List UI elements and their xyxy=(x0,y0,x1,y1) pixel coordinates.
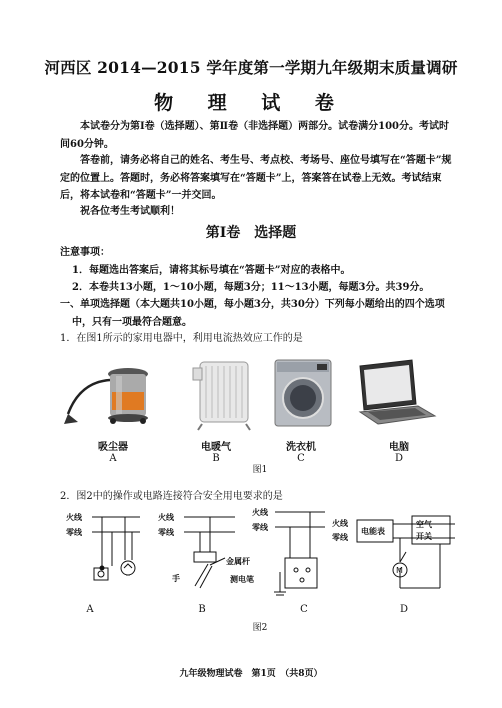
ac-label-1: 空气 xyxy=(416,520,432,529)
electric-heater-image xyxy=(193,362,250,430)
circuit-a-live-label: 火线 xyxy=(66,513,82,522)
question-1: 1．在图1所示的家用电器中，利用电流热效应工作的是 xyxy=(60,333,303,344)
option-letter-d: D xyxy=(394,453,404,464)
option-letter-b: B xyxy=(212,453,220,464)
intro-paragraph-3: 祝各位考生考试顺利！ xyxy=(80,206,180,217)
circuit-d xyxy=(332,516,455,588)
circuit-c-neutral-label: 零线 xyxy=(252,523,268,532)
intro-paragraph-1: 本试卷分为第Ⅰ卷（选择题）、第Ⅱ卷（非选择题）两部分。试卷满分100分。考试时间60分钟。 xyxy=(60,121,449,150)
circuit-letter-a: A xyxy=(86,604,94,615)
subject-title: 物 理 试 卷 xyxy=(154,92,348,114)
circuit-a-neutral-label: 零线 xyxy=(66,528,82,537)
tester-label: 测电笔 xyxy=(230,575,254,584)
circuit-b-neutral-label: 零线 xyxy=(158,528,174,537)
laptop-image xyxy=(360,360,435,424)
circuit-letter-b: B xyxy=(198,604,206,615)
intro-paragraph-2: 答卷前，请务必将自己的姓名、考生号、考点校、考场号、座位号填写在“答题卡”规定的位置上。答题时，务必将答案填写在“答题卡”上，答案答在试卷上无效。考试结束后，将本试卷和“答题卡”一并交回。 xyxy=(60,155,452,201)
circuit-letter-d: D xyxy=(399,604,409,615)
option-name-d: 电脑 xyxy=(389,442,409,453)
circuit-c-live-label: 火线 xyxy=(252,508,268,517)
question-2: 2．图2中的操作或电路连接符合安全用电要求的是 xyxy=(60,491,283,502)
motor-label: M xyxy=(396,566,403,575)
circuit-b xyxy=(158,512,254,588)
metal-rod-label: 金属杆 xyxy=(226,557,250,566)
circuit-b-live-label: 火线 xyxy=(158,513,174,522)
option-name-c: 洗衣机 xyxy=(286,442,316,453)
ac-label-2: 开关 xyxy=(416,532,432,541)
circuit-d-live-label: 火线 xyxy=(332,519,348,528)
meter-label: 电能表 xyxy=(361,527,385,536)
option-name-a: 吸尘器 xyxy=(98,442,128,453)
part-1-instructions: 一、单项选择题（本大题共10小题，每小题3分，共30分）下列每小题给出的四个选项中，只有一项最符合题意。 xyxy=(60,299,445,328)
circuit-c xyxy=(252,508,325,595)
vacuum-cleaner-image xyxy=(64,368,148,424)
option-name-b: 电暖气 xyxy=(201,442,231,453)
note-2: 2．本卷共13小题，1～10小题，每题3分；11～13小题，每题3分。共39分。 xyxy=(72,282,430,293)
page-footer: 九年级物理试卷 第1页 （共8页） xyxy=(179,669,323,679)
notes-title: 注意事项： xyxy=(60,247,110,258)
circuit-d-neutral-label: 零线 xyxy=(332,533,348,542)
figure-1-appliances xyxy=(60,352,460,440)
note-1: 1．每题选出答案后，请将其标号填在“答题卡”对应的表格中。 xyxy=(72,265,351,276)
circuit-letter-c: C xyxy=(300,604,308,615)
figure-1-caption: 图1 xyxy=(252,465,268,475)
figure-2-circuits xyxy=(60,508,460,608)
figure-2-caption: 图2 xyxy=(252,623,268,633)
hand-label: 手 xyxy=(172,574,180,583)
washing-machine-image xyxy=(275,360,331,426)
option-letter-a: A xyxy=(109,453,117,464)
section-title: 第Ⅰ卷 选择题 xyxy=(205,225,297,241)
circuit-a xyxy=(66,512,140,580)
exam-title: 河西区 2014—2015 学年度第一学期九年级期末质量调研 xyxy=(44,58,458,77)
option-letter-c: C xyxy=(297,453,305,464)
